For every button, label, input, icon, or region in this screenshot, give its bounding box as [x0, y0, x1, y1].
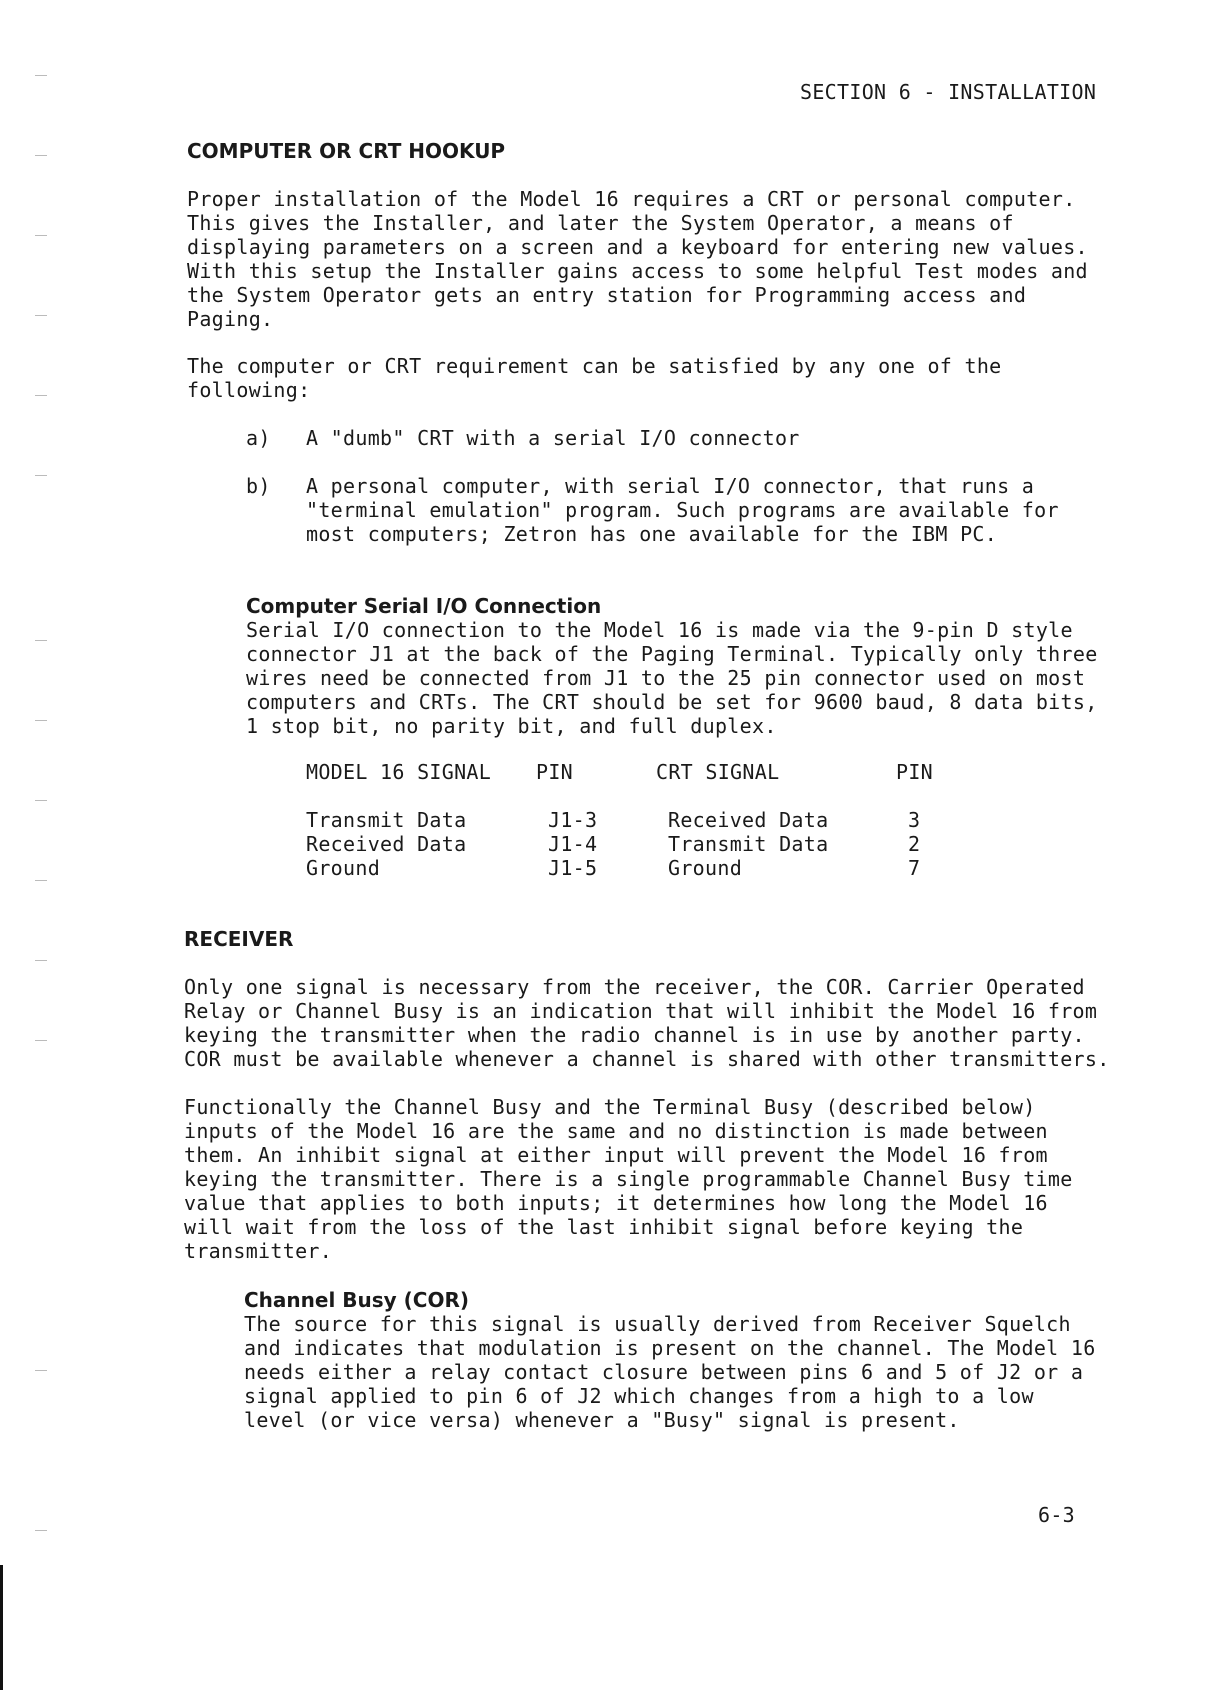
- table-cell: Ground: [668, 856, 743, 880]
- list-item: [246, 426, 1106, 450]
- table-row: [306, 832, 956, 856]
- receiver-paragraph-2: Functionally the Channel Busy and the Terminal Busy (described below) inputs of the Model 16 are the same and no distinction is made between them. An inhibit signal at either input will prevent the Model 16 from keying the transmitter. There is a single programmable Channel Busy time value that applies to both inputs; it determines how long the Model 16 will wait from the loss of the last inhibit signal before keying the transmitter.: [184, 1095, 1073, 1263]
- table-row: [306, 808, 956, 832]
- table-cell: 7: [908, 856, 921, 880]
- column-header: CRT SIGNAL: [656, 760, 780, 784]
- section-header: SECTION 6 - INSTALLATION: [800, 80, 1097, 104]
- column-header: MODEL 16 SIGNAL: [306, 760, 492, 784]
- margin-tick: [35, 75, 47, 76]
- margin-tick: [35, 720, 47, 721]
- table-cell: Received Data: [668, 808, 829, 832]
- margin-tick: [35, 1040, 47, 1041]
- table-header-row: [306, 760, 956, 808]
- table-cell: 2: [908, 832, 921, 856]
- margin-tick: [35, 315, 47, 316]
- table-cell: 3: [908, 808, 921, 832]
- crt-requirement-text: The computer or CRT requirement can be satisfied by any one of the following:: [187, 354, 1002, 402]
- margin-tick: [35, 1530, 47, 1531]
- margin-tick: [35, 960, 47, 961]
- list-text: A personal computer, with serial I/O connector, that runs a "terminal emulation" program. Such programs are available for most computers; Zetron has one available for the IBM PC.: [306, 474, 1059, 546]
- margin-tick: [35, 395, 47, 396]
- binding-edge: [0, 1565, 3, 1690]
- crt-hookup-heading: COMPUTER OR CRT HOOKUP: [187, 139, 506, 163]
- margin-tick: [35, 155, 47, 156]
- column-header: PIN: [536, 760, 574, 784]
- margin-tick: [35, 475, 47, 476]
- margin-tick: [35, 1370, 47, 1371]
- page-number: 6-3: [1038, 1503, 1076, 1527]
- margin-tick: [35, 800, 47, 801]
- receiver-heading: RECEIVER: [184, 927, 294, 951]
- channel-busy-heading: Channel Busy (COR): [244, 1288, 470, 1312]
- table-cell: J1-4: [548, 832, 598, 856]
- serial-io-heading: Computer Serial I/O Connection: [246, 594, 602, 618]
- table-cell: Received Data: [306, 832, 467, 856]
- serial-io-body: Serial I/O connection to the Model 16 is made via the 9-pin D style connector J1 at the back of the Paging Terminal. Typically only three wires need be connected from J1 to the 25 pin connector used on most computers and CRTs. The CRT should be set for 9600 baud, 8 data bits, 1 stop bit, no parity bit, and full duplex.: [246, 618, 1098, 738]
- crt-hookup-intro: Proper installation of the Model 16 requires a CRT or personal computer. This gives the Installer, and later the System Operator, a means of displaying parameters on a screen and a keyboard for entering new values. With this setup the Installer gains access to some helpful Test modes and the System Operator gets an entry station for Programming access and Paging.: [187, 187, 1088, 331]
- receiver-paragraph-1: Only one signal is necessary from the receiver, the COR. Carrier Operated Relay or Channel Busy is an indication that will inhibit the Model 16 from keying the transmitter when the radio channel is in use by another party. COR must be available whenever a channel is shared with other transmitters.: [184, 975, 1110, 1071]
- margin-tick: [35, 880, 47, 881]
- list-marker: b): [246, 474, 271, 498]
- margin-tick: [35, 640, 47, 641]
- margin-tick: [35, 235, 47, 236]
- list-text: A "dumb" CRT with a serial I/O connector: [306, 426, 800, 450]
- list-marker: a): [246, 426, 271, 450]
- table-cell: Ground: [306, 856, 381, 880]
- table-cell: J1-5: [548, 856, 598, 880]
- table-cell: Transmit Data: [668, 832, 829, 856]
- table-cell: Transmit Data: [306, 808, 467, 832]
- table-cell: J1-3: [548, 808, 598, 832]
- column-header: PIN: [896, 760, 934, 784]
- table-row: [306, 856, 956, 880]
- signal-table: [306, 760, 956, 880]
- list-item: [246, 474, 1106, 546]
- channel-busy-body: The source for this signal is usually derived from Receiver Squelch and indicates that modulation is present on the channel. The Model 16 needs either a relay contact closure between pins 6 and 5 of J2 or a signal applied to pin 6 of J2 which changes from a high to a low level (or vice versa) whenever a "Busy" signal is present.: [244, 1312, 1096, 1432]
